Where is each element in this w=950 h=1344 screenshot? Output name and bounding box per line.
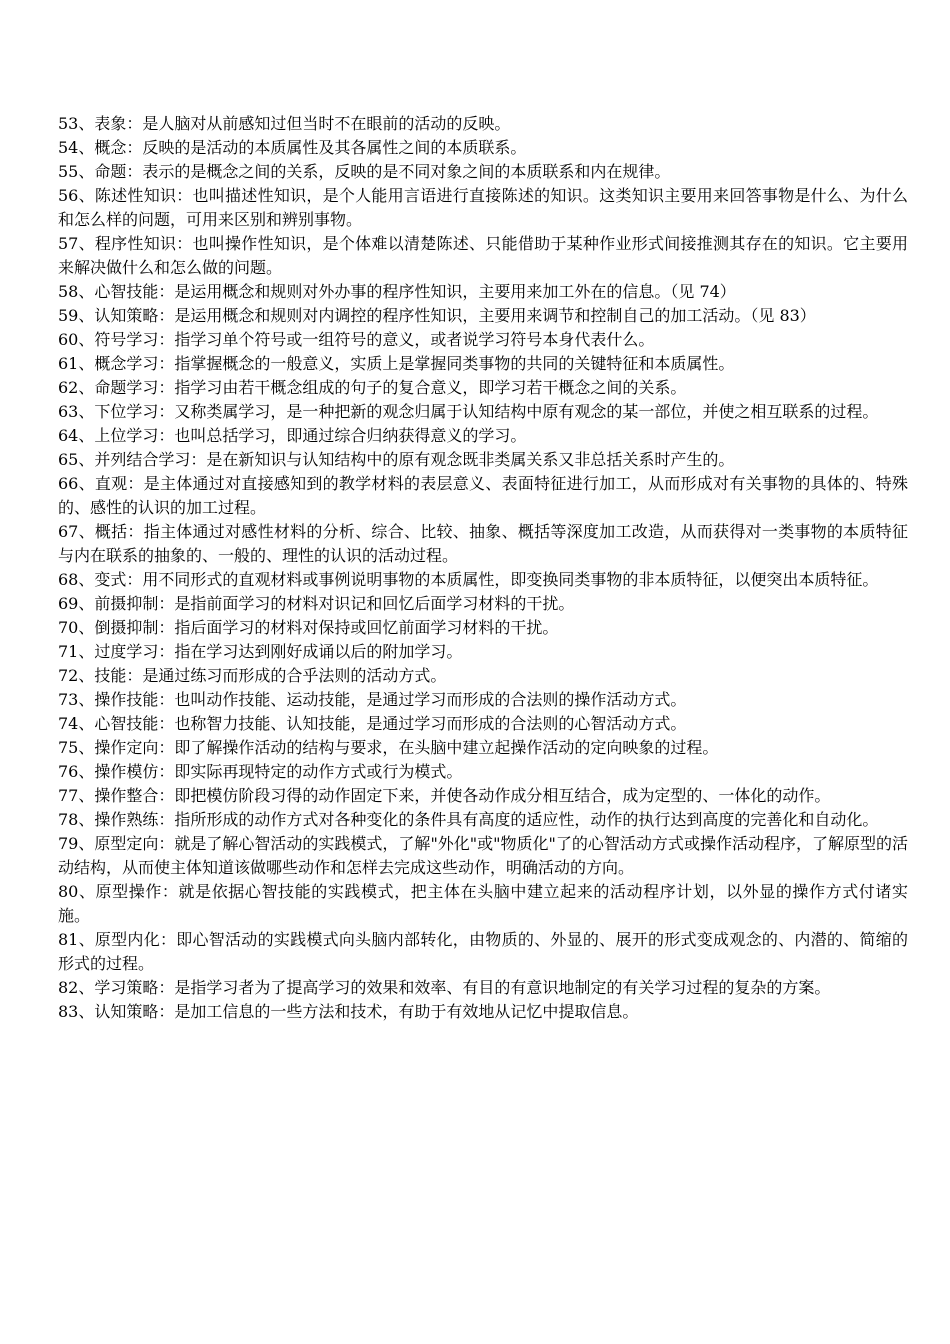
term-82: 82、学习策略：是指学习者为了提高学习的效果和效率、有目的有意识地制定的有关学习过程的复杂的方案。 — [58, 978, 831, 997]
term-71: 71、过度学习：指在学习达到刚好成诵以后的附加学习。 — [58, 642, 463, 661]
term-77: 77、操作整合：即把模仿阶段习得的动作固定下来，并使各动作成分相互结合，成为定型的、一体化的动作。 — [58, 786, 831, 805]
term-61: 61、概念学习：指掌握概念的一般意义，实质上是掌握同类事物的共同的关键特征和本质属性。 — [58, 354, 735, 373]
term-56: 56、陈述性知识：也叫描述性知识，是个人能用言语进行直接陈述的知识。这类知识主要用来回答事物是什么、为什么和怎么样的问题，可用来区别和辨别事物。 — [58, 186, 908, 229]
term-66: 66、直观：是主体通过对直接感知到的教学材料的表层意义、表面特征进行加工，从而形成对有关事物的具体的、特殊的、感性的认识的加工过程。 — [58, 474, 908, 517]
term-83: 83、认知策略：是加工信息的一些方法和技术，有助于有效地从记忆中提取信息。 — [58, 1002, 639, 1021]
term-63: 63、下位学习：又称类属学习，是一种把新的观念归属于认知结构中原有观念的某一部位，并使之相互联系的过程。 — [58, 402, 879, 421]
term-53: 53、表象：是人脑对从前感知过但当时不在眼前的活动的反映。 — [58, 114, 511, 133]
term-55: 55、命题：表示的是概念之间的关系，反映的是不同对象之间的本质联系和内在规律。 — [58, 162, 671, 181]
document-page — [58, 112, 908, 1024]
term-60: 60、符号学习：指学习单个符号或一组符号的意义，或者说学习符号本身代表什么。 — [58, 330, 655, 349]
term-67: 67、概括：指主体通过对感性材料的分析、综合、比较、抽象、概括等深度加工改造，从而获得对一类事物的本质特征与内在联系的抽象的、一般的、理性的认识的活动过程。 — [58, 522, 908, 565]
term-76: 76、操作模仿：即实际再现特定的动作方式或行为模式。 — [58, 762, 463, 781]
term-79: 79、原型定向：就是了解心智活动的实践模式，了解"外化"或"物质化"了的心智活动方式或操作活动程序，了解原型的活动结构，从而使主体知道该做哪些动作和怎样去完成这些动作，明确活动的方向。 — [58, 834, 908, 877]
term-57: 57、程序性知识：也叫操作性知识，是个体难以清楚陈述、只能借助于某种作业形式间接推测其存在的知识。它主要用来解决做什么和怎么做的问题。 — [58, 234, 908, 277]
term-75: 75、操作定向：即了解操作活动的结构与要求，在头脑中建立起操作活动的定向映象的过程。 — [58, 738, 719, 757]
term-72: 72、技能：是通过练习而形成的合乎法则的活动方式。 — [58, 666, 447, 685]
term-78: 78、操作熟练：指所形成的动作方式对各种变化的条件具有高度的适应性，动作的执行达到高度的完善化和自动化。 — [58, 810, 879, 829]
term-65: 65、并列结合学习：是在新知识与认知结构中的原有观念既非类属关系又非总括关系时产生的。 — [58, 450, 735, 469]
term-69: 69、前摄抑制：是指前面学习的材料对识记和回忆后面学习材料的干扰。 — [58, 594, 575, 613]
term-62: 62、命题学习：指学习由若干概念组成的句子的复合意义，即学习若干概念之间的关系。 — [58, 378, 687, 397]
term-59: 59、认知策略：是运用概念和规则对内调控的程序性知识，主要用来调节和控制自己的加工活动。（见 83） — [58, 306, 816, 325]
term-64: 64、上位学习：也叫总括学习，即通过综合归纳获得意义的学习。 — [58, 426, 527, 445]
term-81: 81、原型内化：即心智活动的实践模式向头脑内部转化，由物质的、外显的、展开的形式变成观念的、内潜的、简缩的形式的过程。 — [58, 930, 908, 973]
term-68: 68、变式：用不同形式的直观材料或事例说明事物的本质属性，即变换同类事物的非本质特征，以便突出本质特征。 — [58, 570, 879, 589]
term-54: 54、概念：反映的是活动的本质属性及其各属性之间的本质联系。 — [58, 138, 527, 157]
term-70: 70、倒摄抑制：指后面学习的材料对保持或回忆前面学习材料的干扰。 — [58, 618, 559, 637]
term-80: 80、原型操作：就是依据心智技能的实践模式，把主体在头脑中建立起来的活动程序计划，以外显的操作方式付诸实施。 — [58, 882, 908, 925]
term-58: 58、心智技能：是运用概念和规则对外办事的程序性知识，主要用来加工外在的信息。（见 74） — [58, 282, 736, 301]
term-74: 74、心智技能：也称智力技能、认知技能，是通过学习而形成的合法则的心智活动方式。 — [58, 714, 687, 733]
term-73: 73、操作技能：也叫动作技能、运动技能，是通过学习而形成的合法则的操作活动方式。 — [58, 690, 687, 709]
